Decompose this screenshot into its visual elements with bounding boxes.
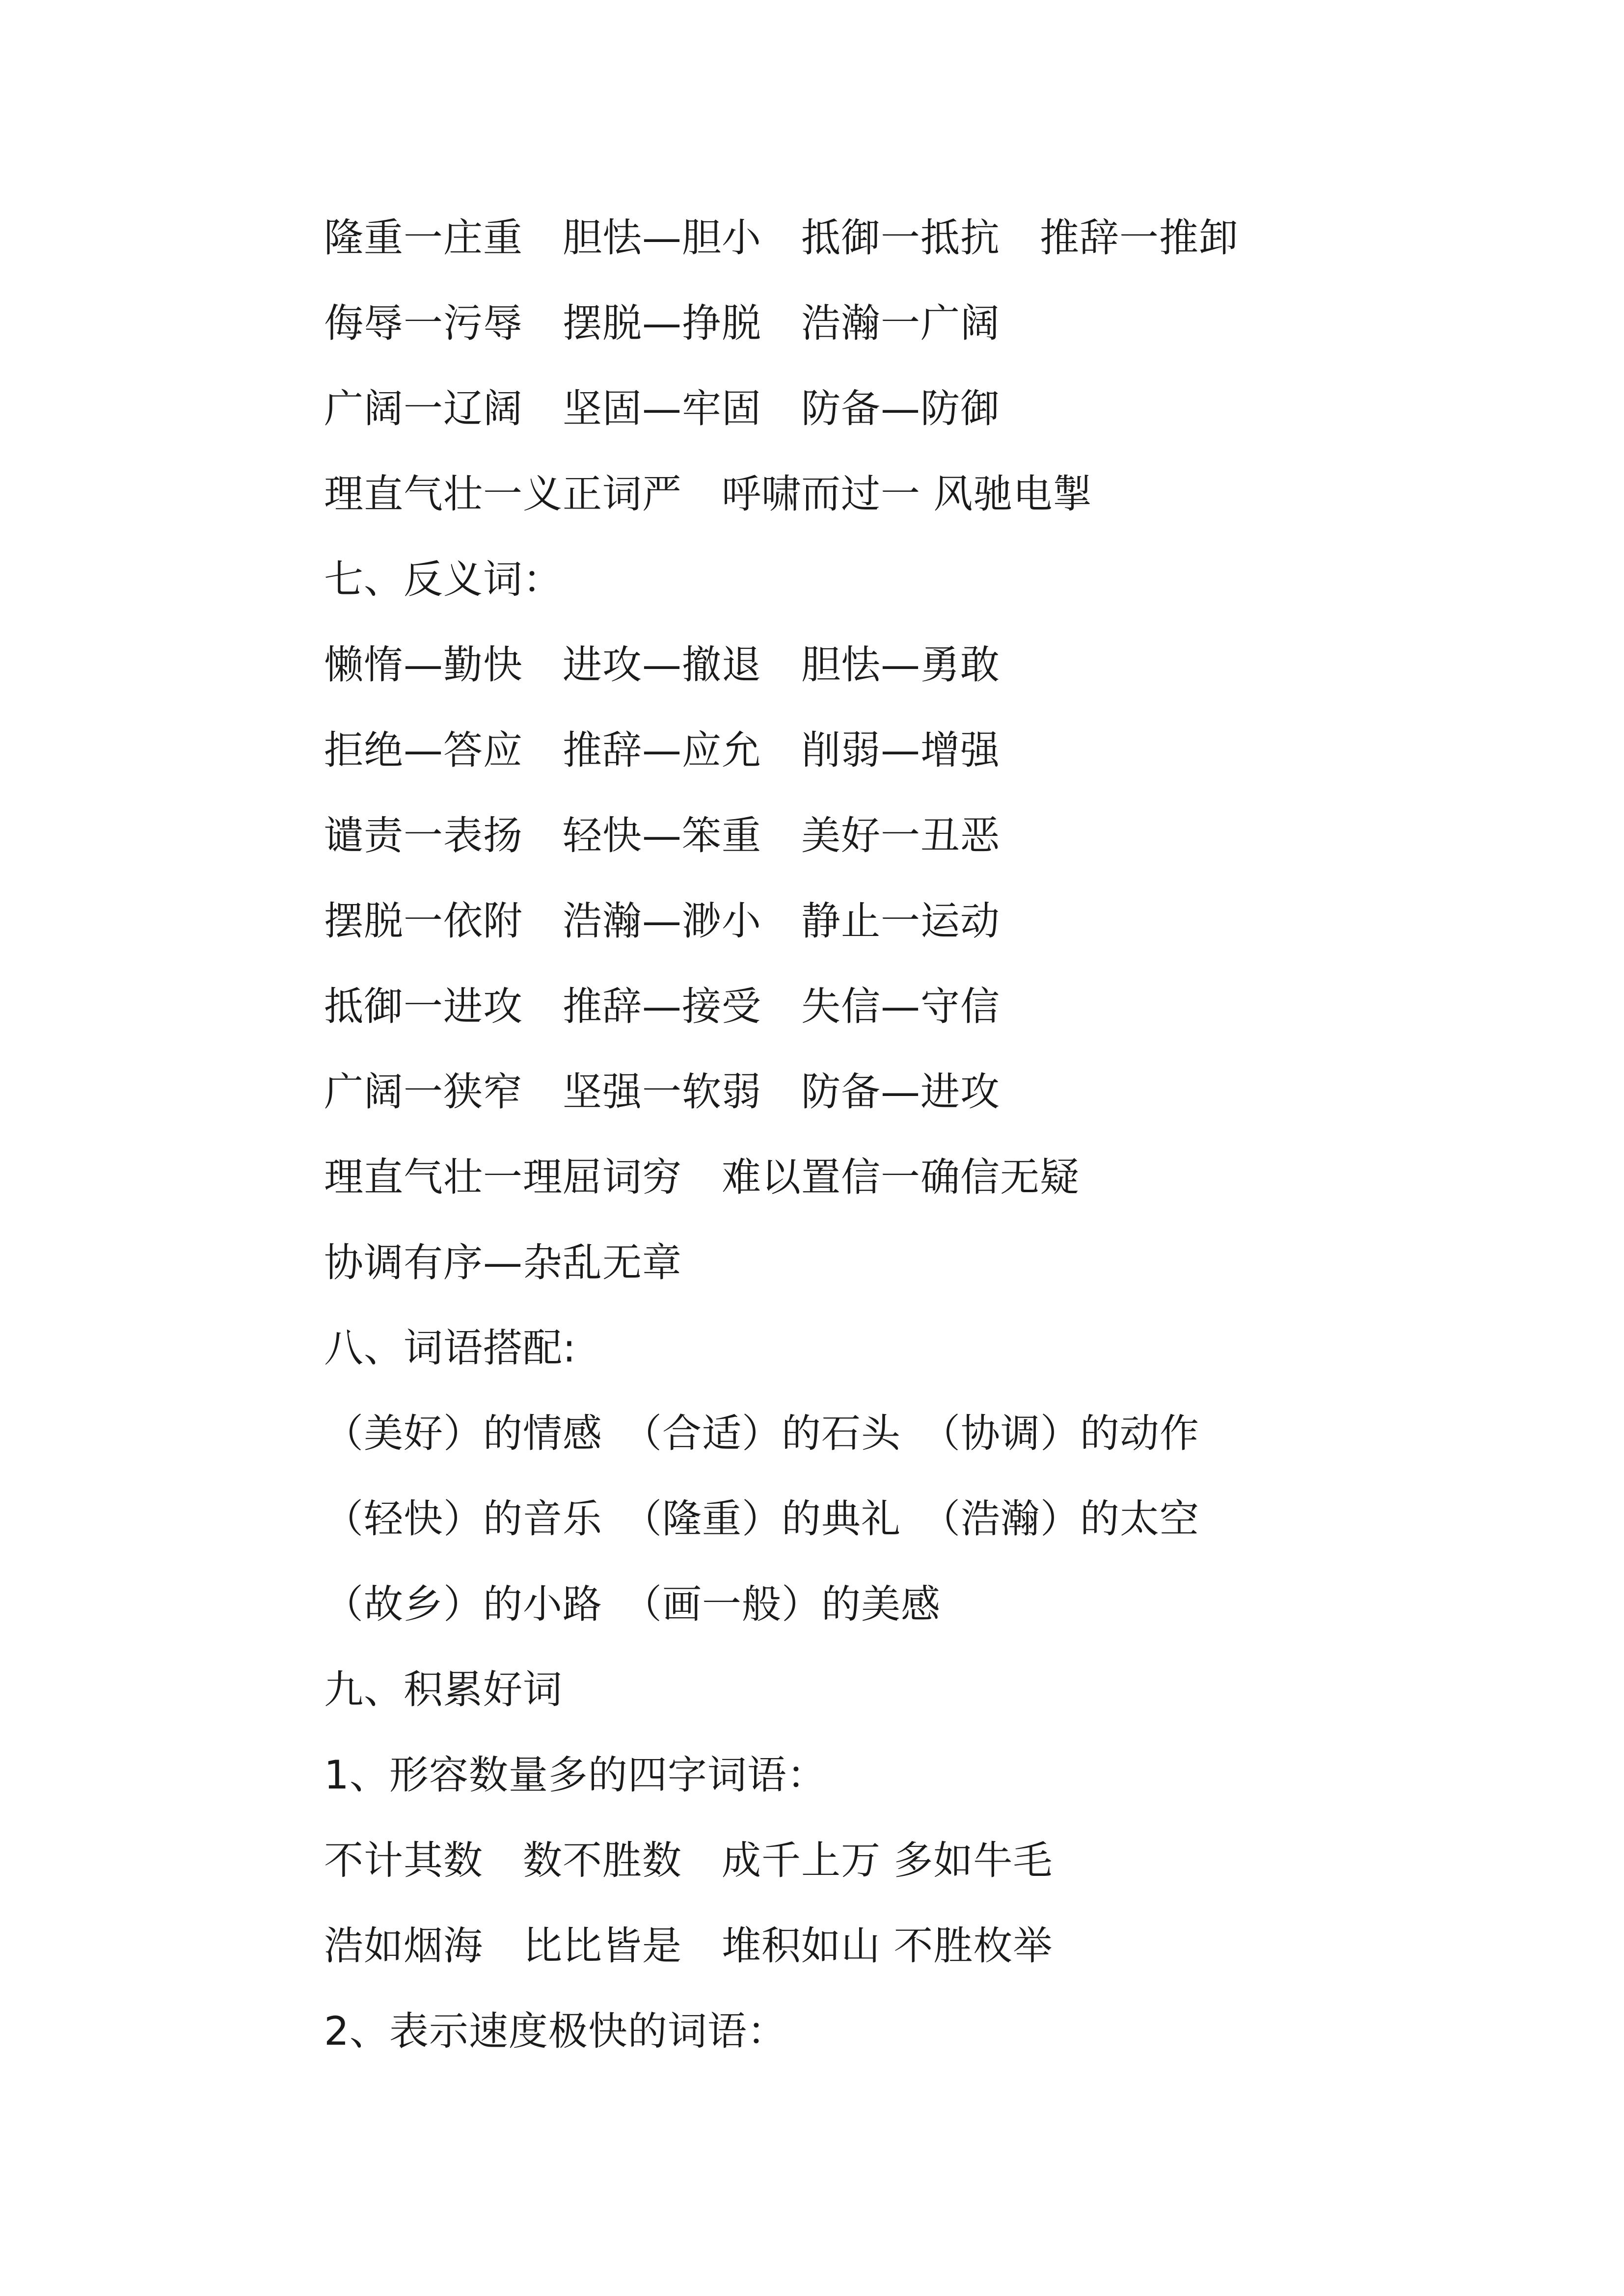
section-heading-good-words: 九、积累好词	[324, 1667, 563, 1712]
antonym-line-5: 抵御一进攻 推辞—接受 失信—守信	[324, 984, 1000, 1029]
synonym-line-4: 理直气壮一义正词严 呼啸而过一 风驰电掣	[324, 471, 1093, 517]
antonym-line-1: 懒惰—勤快 进攻—撤退 胆怯—勇敢	[324, 642, 1000, 688]
antonym-line-7: 理直气壮一理屈词穷 难以置信一确信无疑	[324, 1154, 1080, 1200]
collocation-line-1: （美好）的情感 （合适）的石头 （协调）的动作	[324, 1411, 1199, 1456]
synonym-line-2: 侮辱一污辱 摆脱—挣脱 浩瀚一广阔	[324, 300, 1000, 346]
antonym-line-4: 摆脱一依附 浩瀚—渺小 静止一运动	[324, 898, 1000, 944]
subheading-speed-words: 2、表示速度极快的词语：	[324, 2008, 787, 2054]
section-heading-antonyms: 七、反义词：	[324, 557, 563, 602]
antonym-line-6: 广阔一狭窄 坚强一软弱 防备—进攻	[324, 1069, 1000, 1115]
antonym-line-2: 拒绝—答应 推辞—应允 削弱—增强	[324, 727, 1000, 773]
antonym-line-8: 协调有序—杂乱无章	[324, 1240, 682, 1285]
synonym-line-1: 隆重一庄重 胆怯—胆小 抵御一抵抗 推辞一推卸	[324, 215, 1239, 261]
subheading-quantity-words: 1、形容数量多的四字词语：	[324, 1752, 827, 1798]
collocation-line-2: （轻快）的音乐 （隆重）的典礼 （浩瀚）的太空	[324, 1496, 1199, 1542]
quantity-words-line-1: 不计其数 数不胜数 成千上万 多如牛毛	[324, 1838, 1053, 1883]
section-heading-collocations: 八、词语搭配:	[324, 1325, 576, 1371]
synonym-line-3: 广阔一辽阔 坚固—牢固 防备—防御	[324, 386, 1000, 431]
collocation-line-3: （故乡）的小路 （画一般）的美感	[324, 1581, 941, 1627]
quantity-words-line-2: 浩如烟海 比比皆是 堆积如山 不胜枚举	[324, 1923, 1053, 1969]
antonym-line-3: 谴责一表扬 轻快—笨重 美好一丑恶	[324, 813, 1000, 858]
